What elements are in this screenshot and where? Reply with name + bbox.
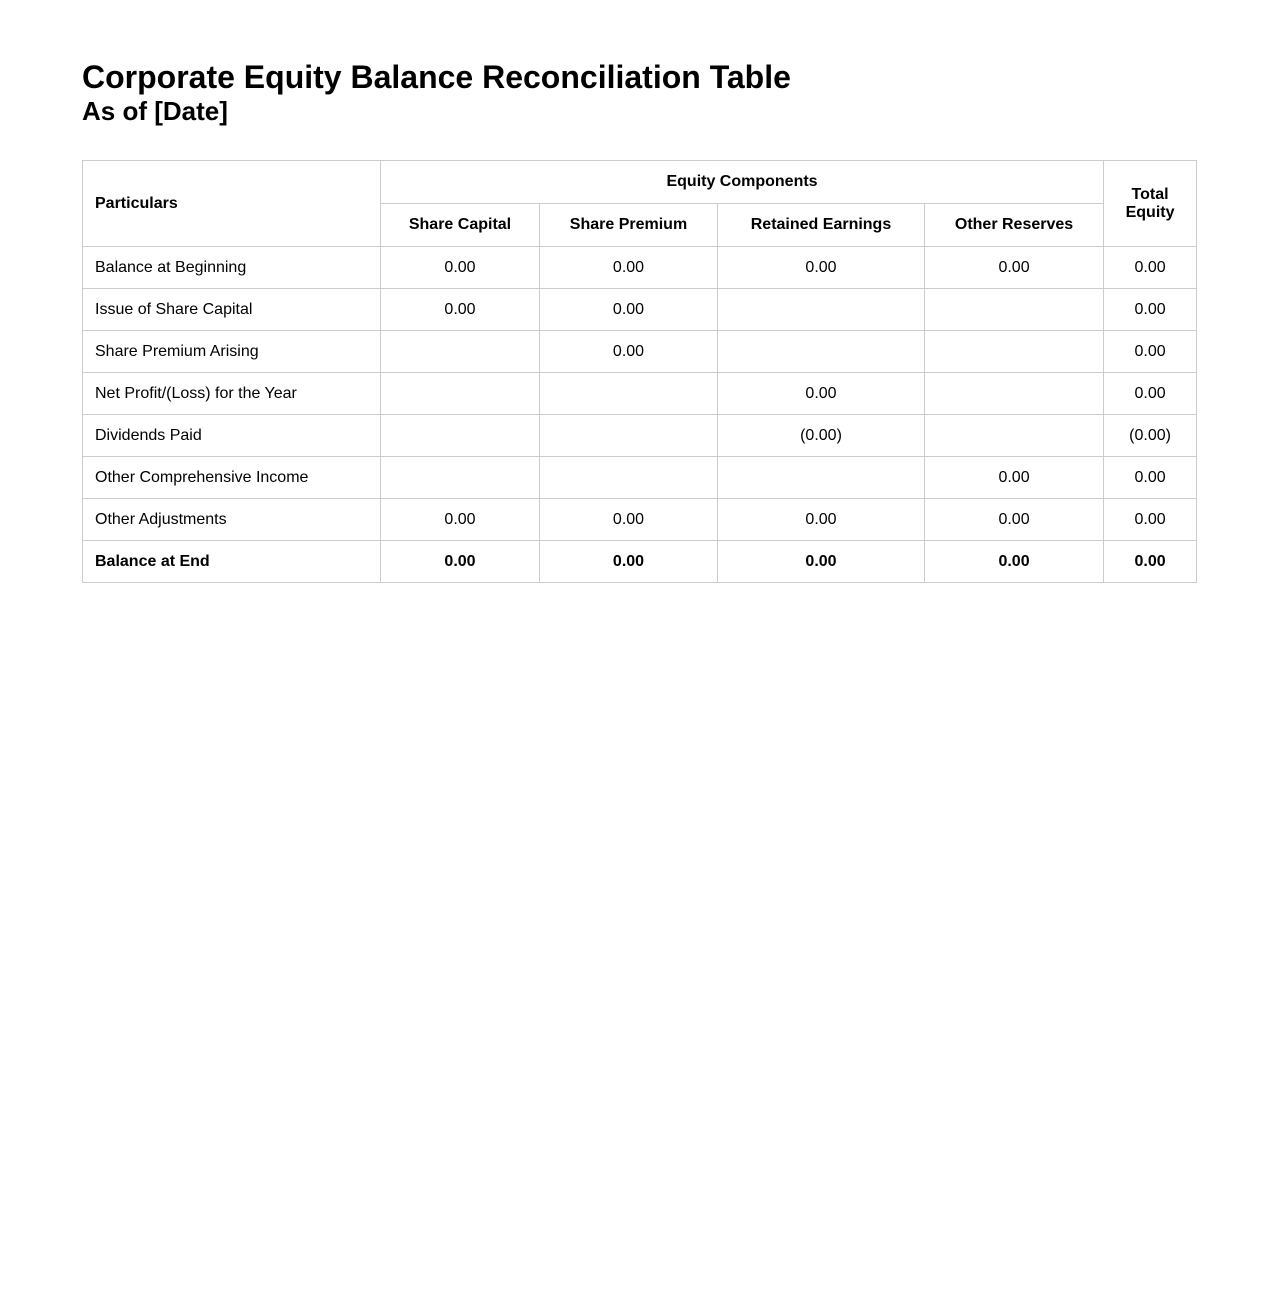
cell-share-capital: 0.00 bbox=[381, 289, 540, 331]
cell-share-capital bbox=[381, 331, 540, 373]
cell-share-premium: 0.00 bbox=[540, 541, 718, 583]
cell-retained-earnings bbox=[718, 289, 925, 331]
header-share-premium: Share Premium bbox=[540, 204, 718, 247]
header-particulars: Particulars bbox=[83, 161, 381, 247]
header-other-reserves: Other Reserves bbox=[925, 204, 1104, 247]
cell-share-capital: 0.00 bbox=[381, 247, 540, 289]
cell-total-equity: (0.00) bbox=[1104, 415, 1197, 457]
table-row bbox=[83, 499, 1197, 541]
cell-share-premium bbox=[540, 373, 718, 415]
cell-share-premium bbox=[540, 415, 718, 457]
row-label: Dividends Paid bbox=[83, 415, 381, 457]
cell-retained-earnings: 0.00 bbox=[718, 499, 925, 541]
table-row bbox=[83, 247, 1197, 289]
cell-share-premium: 0.00 bbox=[540, 331, 718, 373]
header-row-group bbox=[83, 161, 1197, 204]
cell-total-equity: 0.00 bbox=[1104, 457, 1197, 499]
cell-share-capital bbox=[381, 373, 540, 415]
cell-retained-earnings: 0.00 bbox=[718, 247, 925, 289]
cell-share-capital bbox=[381, 415, 540, 457]
row-label: Other Adjustments bbox=[83, 499, 381, 541]
equity-reconciliation-table bbox=[82, 160, 1197, 583]
cell-other-reserves: 0.00 bbox=[925, 457, 1104, 499]
cell-share-premium: 0.00 bbox=[540, 499, 718, 541]
page-title: Corporate Equity Balance Reconciliation Table bbox=[82, 59, 791, 95]
cell-retained-earnings: (0.00) bbox=[718, 415, 925, 457]
cell-total-equity: 0.00 bbox=[1104, 499, 1197, 541]
cell-retained-earnings bbox=[718, 331, 925, 373]
cell-share-premium bbox=[540, 457, 718, 499]
cell-other-reserves: 0.00 bbox=[925, 247, 1104, 289]
header-retained-earnings: Retained Earnings bbox=[718, 204, 925, 247]
row-label: Issue of Share Capital bbox=[83, 289, 381, 331]
document-page bbox=[82, 58, 1196, 570]
cell-share-capital bbox=[381, 457, 540, 499]
cell-share-premium: 0.00 bbox=[540, 289, 718, 331]
row-label: Balance at Beginning bbox=[83, 247, 381, 289]
cell-total-equity: 0.00 bbox=[1104, 373, 1197, 415]
cell-share-premium: 0.00 bbox=[540, 247, 718, 289]
table-row-total bbox=[83, 541, 1197, 583]
cell-retained-earnings: 0.00 bbox=[718, 373, 925, 415]
cell-total-equity: 0.00 bbox=[1104, 247, 1197, 289]
cell-share-capital: 0.00 bbox=[381, 499, 540, 541]
header-share-capital: Share Capital bbox=[381, 204, 540, 247]
cell-retained-earnings bbox=[718, 457, 925, 499]
cell-other-reserves bbox=[925, 289, 1104, 331]
cell-other-reserves bbox=[925, 331, 1104, 373]
cell-other-reserves: 0.00 bbox=[925, 541, 1104, 583]
cell-other-reserves bbox=[925, 415, 1104, 457]
page-subtitle: As of [Date] bbox=[82, 96, 228, 126]
cell-total-equity: 0.00 bbox=[1104, 331, 1197, 373]
header-total-equity: Total Equity bbox=[1104, 161, 1197, 247]
cell-share-capital: 0.00 bbox=[381, 541, 540, 583]
table-row bbox=[83, 331, 1197, 373]
header-equity-components: Equity Components bbox=[381, 161, 1104, 204]
table-row bbox=[83, 373, 1197, 415]
cell-total-equity: 0.00 bbox=[1104, 289, 1197, 331]
row-label: Share Premium Arising bbox=[83, 331, 381, 373]
table-row bbox=[83, 415, 1197, 457]
cell-other-reserves: 0.00 bbox=[925, 499, 1104, 541]
cell-retained-earnings: 0.00 bbox=[718, 541, 925, 583]
row-label: Other Comprehensive Income bbox=[83, 457, 381, 499]
row-label: Net Profit/(Loss) for the Year bbox=[83, 373, 381, 415]
table-row bbox=[83, 457, 1197, 499]
cell-total-equity: 0.00 bbox=[1104, 541, 1197, 583]
row-label: Balance at End bbox=[83, 541, 381, 583]
table-row bbox=[83, 289, 1197, 331]
cell-other-reserves bbox=[925, 373, 1104, 415]
